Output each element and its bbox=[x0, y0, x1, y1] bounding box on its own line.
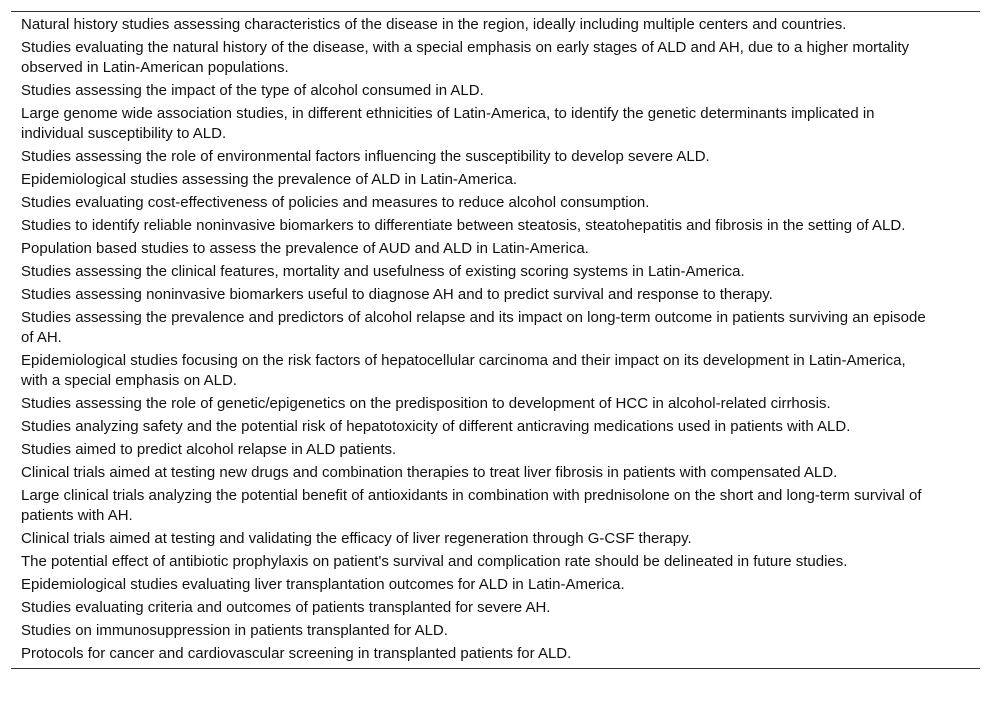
table-cell: Epidemiological studies focusing on the risk factors of hepatocellular carcinoma and their impact on its development in Latin-America, with a special emphasis on ALD. bbox=[21, 352, 906, 389]
table-cell: Studies assessing noninvasive biomarkers useful to diagnose AH and to predict survival and response to therapy. bbox=[21, 286, 773, 303]
table-row bbox=[11, 103, 980, 146]
table-cell: Studies aimed to predict alcohol relapse in ALD patients. bbox=[21, 441, 397, 458]
table-row bbox=[11, 393, 980, 416]
table-row bbox=[11, 485, 980, 528]
table-row bbox=[11, 439, 980, 462]
table-cell: Natural history studies assessing characteristics of the disease in the region, ideally including multiple centers and countries. bbox=[21, 16, 847, 33]
table-row bbox=[11, 643, 980, 669]
table-cell: Large clinical trials analyzing the potential benefit of antioxidants in combination with prednisolone on the short and long-term survival of patients with AH. bbox=[21, 487, 922, 524]
table-row bbox=[11, 307, 980, 350]
table-cell: Studies assessing the clinical features, mortality and usefulness of existing scoring systems in Latin-America. bbox=[21, 263, 745, 280]
table-cell: Studies to identify reliable noninvasive biomarkers to differentiate between steatosis, steatohepatitis and fibrosis in the setting of ALD. bbox=[21, 217, 906, 234]
table-cell: Protocols for cancer and cardiovascular screening in transplanted patients for ALD. bbox=[21, 645, 572, 662]
research-priorities-table bbox=[11, 11, 980, 669]
table-cell: Studies analyzing safety and the potential risk of hepatotoxicity of different anticraving medications used in patients with ALD. bbox=[21, 418, 851, 435]
table-cell: Large genome wide association studies, in different ethnicities of Latin-America, to identify the genetic determinants implicated in individual susceptibility to ALD. bbox=[21, 105, 875, 142]
table-row bbox=[11, 528, 980, 551]
table-cell: Epidemiological studies evaluating liver transplantation outcomes for ALD in Latin-America. bbox=[21, 576, 625, 593]
table-row bbox=[11, 261, 980, 284]
table-cell: Epidemiological studies assessing the prevalence of ALD in Latin-America. bbox=[21, 171, 518, 188]
table-cell: Studies evaluating criteria and outcomes of patients transplanted for severe AH. bbox=[21, 599, 551, 616]
table-row bbox=[11, 620, 980, 643]
table-row bbox=[11, 284, 980, 307]
table-row bbox=[11, 238, 980, 261]
table-cell: The potential effect of antibiotic prophylaxis on patient's survival and complication rate should be delineated in future studies. bbox=[21, 553, 848, 570]
table-row bbox=[11, 12, 980, 37]
table-row bbox=[11, 146, 980, 169]
table-row bbox=[11, 169, 980, 192]
table-cell: Clinical trials aimed at testing and validating the efficacy of liver regeneration through G-CSF therapy. bbox=[21, 530, 692, 547]
table-cell: Clinical trials aimed at testing new drugs and combination therapies to treat liver fibrosis in patients with compensated ALD. bbox=[21, 464, 838, 481]
table-row bbox=[11, 37, 980, 80]
table-row bbox=[11, 551, 980, 574]
table-cell: Population based studies to assess the prevalence of AUD and ALD in Latin-America. bbox=[21, 240, 589, 257]
table bbox=[11, 12, 980, 668]
table-row bbox=[11, 574, 980, 597]
table-cell: Studies assessing the role of genetic/epigenetics on the predisposition to development of HCC in alcohol-related cirrhosis. bbox=[21, 395, 831, 412]
table-row bbox=[11, 350, 980, 393]
table-body bbox=[11, 12, 980, 668]
table-cell: Studies assessing the role of environmental factors influencing the susceptibility to develop severe ALD. bbox=[21, 148, 710, 165]
table-cell: Studies assessing the prevalence and predictors of alcohol relapse and its impact on long-term outcome in patients surviving an episode of AH. bbox=[21, 309, 926, 346]
table-row bbox=[11, 416, 980, 439]
table-cell: Studies assessing the impact of the type of alcohol consumed in ALD. bbox=[21, 82, 484, 99]
table-row bbox=[11, 462, 980, 485]
table-row bbox=[11, 192, 980, 215]
table-row bbox=[11, 215, 980, 238]
table-row bbox=[11, 80, 980, 103]
table-cell: Studies evaluating cost-effectiveness of policies and measures to reduce alcohol consumption. bbox=[21, 194, 650, 211]
table-row bbox=[11, 597, 980, 620]
table-cell: Studies on immunosuppression in patients transplanted for ALD. bbox=[21, 622, 448, 639]
table-cell: Studies evaluating the natural history of the disease, with a special emphasis on early stages of ALD and AH, due to a higher mortality observed in Latin-American populations. bbox=[21, 39, 910, 76]
